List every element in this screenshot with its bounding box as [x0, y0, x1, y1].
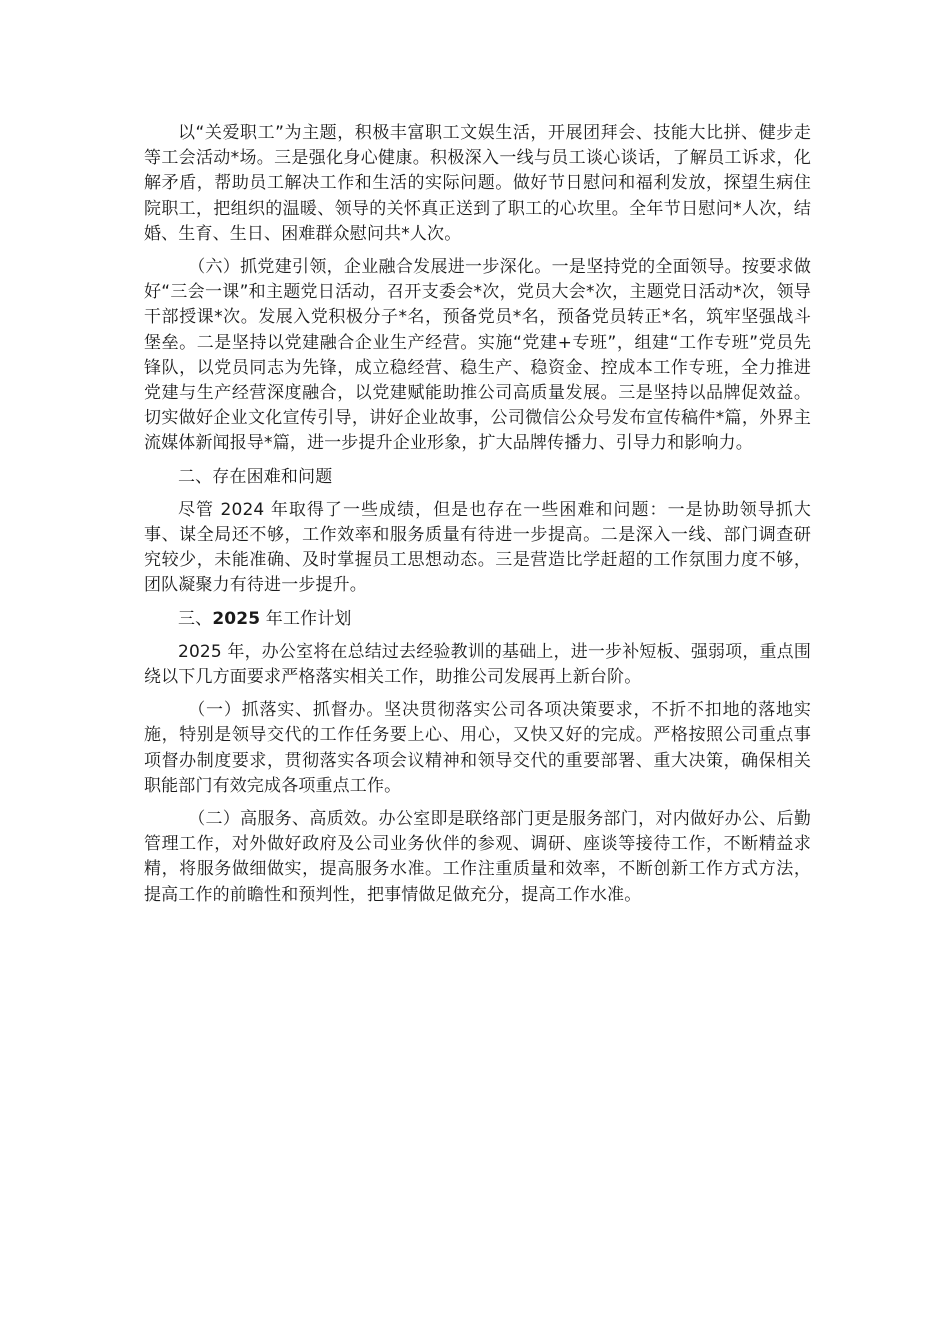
- paragraph-plan-intro: 2025 年，办公室将在总结过去经验教训的基础上，进一步补短板、强弱项，重点围绕以下几方面要求严格落实相关工作，助推公司发展再上新台阶。: [144, 641, 811, 688]
- paragraph-problems: 尽管 2024 年取得了一些成绩，但是也存在一些困难和问题：一是协助领导抓大事、谋全局还不够，工作效率和服务质量有待进一步提高。二是深入一线、部门调查研究较少，未能准确、及时掌握员工思想动态。三是营造比学赶超的工作氛围力度不够，团队凝聚力有待进一步提升。: [144, 499, 811, 596]
- paragraph-implementation: （一）抓落实、抓督办。坚决贯彻落实公司各项决策要求，不折不扣地的落地实施，特别是领导交代的工作任务要上心、用心，又快又好的完成。严格按照公司重点事项督办制度要求，贯彻落实各项会议精神和领导交代的重要部署、重大决策，确保相关职能部门有效完成各项重点工作。: [144, 700, 811, 796]
- paragraph-party-building: （六）抓党建引领，企业融合发展进一步深化。一是坚持党的全面领导。按要求做好“三会一课”和主题党日活动，召开支委会*次，党员大会*次，主题党日活动*次，领导干部授课*次。发展入党积极分子*名，预备党员*名，预备党员转正*名，筑牢坚强战斗堡垒。二是坚持以党建融合企业生产经营。实施“党建+专班”，组建“工作专班”党员先锋队，以党员同志为先锋，成立稳经营、稳生产、稳资金、控成本工作专班，全力推进党建与生产经营深度融合，以党建赋能助推公司高质量发展。三是坚持以品牌促效益。切实做好企业文化宣传引导，讲好企业故事，公司微信公众号发布宣传稿件*篇，外界主流媒体新闻报导*篇，进一步提升企业形象，扩大品牌传播力、引导力和影响力。: [144, 257, 811, 454]
- section-heading-problems: 二、存在困难和问题: [178, 466, 333, 487]
- heading-suffix: 年工作计划: [260, 608, 352, 629]
- heading-year: 2025: [212, 608, 261, 629]
- paragraph-service: （二）高服务、高质效。办公室即是联络部门更是服务部门，对内做好办公、后勤管理工作，对外做好政府及公司业务伙伴的参观、调研、座谈等接待工作，不断精益求精，将服务做细做实，提高服务水准。工作注重质量和效率，不断创新工作方式方法，提高工作的前瞻性和预判性，把事情做足做充分，提高工作水准。: [144, 809, 811, 905]
- document-body: [144, 121, 811, 916]
- paragraph-staff-care: 以“关爱职工”为主题，积极丰富职工文娱生活，开展团拜会、技能大比拼、健步走等工会活动*场。三是强化身心健康。积极深入一线与员工谈心谈话，了解员工诉求，化解矛盾，帮助员工解决工作和生活的实际问题。做好节日慰问和福利发放，探望生病住院职工，把组织的温暖、领导的关怀真正送到了职工的心坎里。全年节日慰问*人次，结婚、生育、生日、困难群众慰问共*人次。: [144, 123, 811, 244]
- heading-prefix: 三、: [178, 608, 213, 629]
- section-heading-plan: [144, 607, 811, 632]
